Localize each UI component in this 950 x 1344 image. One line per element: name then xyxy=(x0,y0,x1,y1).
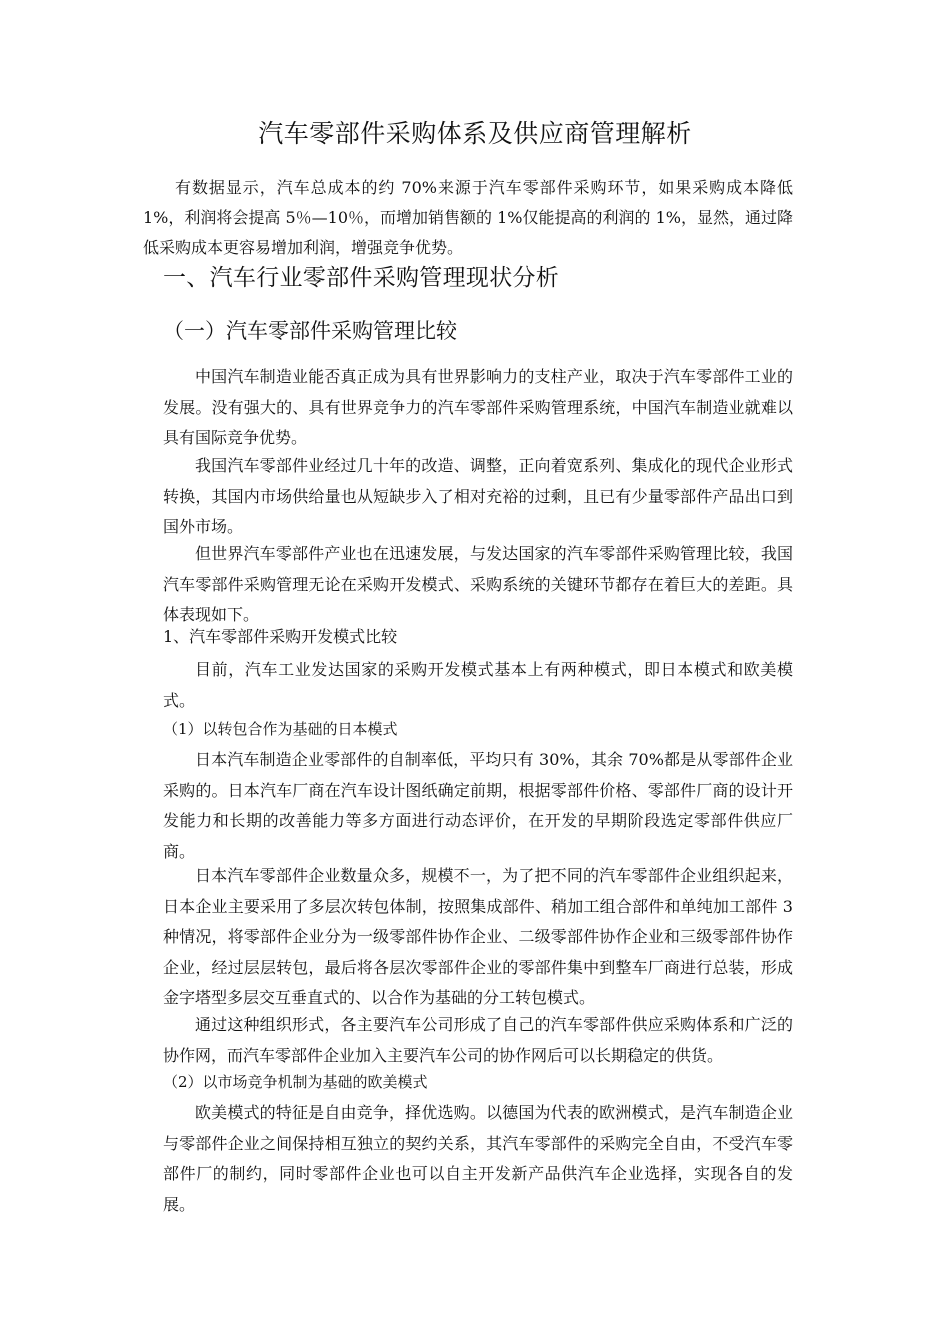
subsection-heading-1: （一）汽车零部件采购管理比较 xyxy=(163,319,457,343)
body-paragraph: 欧美模式的特征是自由竞争，择优选购。以德国为代表的欧洲模式，是汽车制造企业与零部件企业之间保持相互独立的契约关系，其汽车零部件的采购完全自由，不受汽车零部件厂的制约，同时零部件企业也可以自主开发新产品供汽车企业选择，实现各自的发展。 xyxy=(163,1103,793,1214)
body-paragraph: 我国汽车零部件业经过几十年的改造、调整，正向着宽系列、集成化的现代企业形式转换，其国内市场供给量也从短缺步入了相对充裕的过剩，且已有少量零部件产品出口到国外市场。 xyxy=(163,456,793,536)
euro-model-heading: （2）以市场竞争机制为基础的欧美模式 xyxy=(163,1073,428,1091)
point-heading-1: 1、汽车零部件采购开发模式比较 xyxy=(163,627,398,646)
body-paragraph: 但世界汽车零部件产业也在迅速发展，与发达国家的汽车零部件采购管理比较，我国汽车零部件采购管理无论在采购开发模式、采购系统的关键环节都存在着巨大的差距。具体表现如下。 xyxy=(163,544,793,624)
section-heading-1: 一、汽车行业零部件采购管理现状分析 xyxy=(163,265,560,291)
body-paragraph: 日本汽车零部件企业数量众多，规模不一，为了把不同的汽车零部件企业组织起来，日本企业主要采用了多层次转包体制，按照集成部件、稍加工组合部件和单纯加工部件 3 种情况，将零部件企业分为一级零部件协作企业、二级零部件协作企业和三级零部件协作企业，经过层层转包，最后将各层次零部件企业的零部件集中到整车厂商进行总装，形成金字塔型多层交互垂直式的、以合作为基础的分工转包模式。 xyxy=(163,866,793,1007)
japan-model-heading: （1）以转包合作为基础的日本模式 xyxy=(163,720,398,738)
document-title: 汽车零部件采购体系及供应商管理解析 xyxy=(258,119,692,148)
intro-paragraph: 有数据显示，汽车总成本的约 70%来源于汽车零部件采购环节，如果采购成本降低1%，利润将会提高 5％—10％，而增加销售额的 1%仅能提高的利润的 1%，显然，通过降低采购成本更容易增加利润，增强竞争优势。 xyxy=(143,178,793,257)
body-paragraph: 目前，汽车工业发达国家的采购开发模式基本上有两种模式，即日本模式和欧美模式。 xyxy=(163,660,793,710)
body-paragraph: 日本汽车制造企业零部件的自制率低，平均只有 30%，其余 70%都是从零部件企业采购的。日本汽车厂商在汽车设计图纸确定前期，根据零部件价格、零部件厂商的设计开发能力和长期的改善能力等多方面进行动态评价，在开发的早期阶段选定零部件供应厂商。 xyxy=(163,750,793,861)
body-paragraph: 中国汽车制造业能否真正成为具有世界影响力的支柱产业，取决于汽车零部件工业的发展。没有强大的、具有世界竞争力的汽车零部件采购管理系统，中国汽车制造业就难以具有国际竞争优势。 xyxy=(163,367,793,447)
body-paragraph: 通过这种组织形式，各主要汽车公司形成了自己的汽车零部件供应采购体系和广泛的协作网，而汽车零部件企业加入主要汽车公司的协作网后可以长期稳定的供货。 xyxy=(163,1015,793,1065)
